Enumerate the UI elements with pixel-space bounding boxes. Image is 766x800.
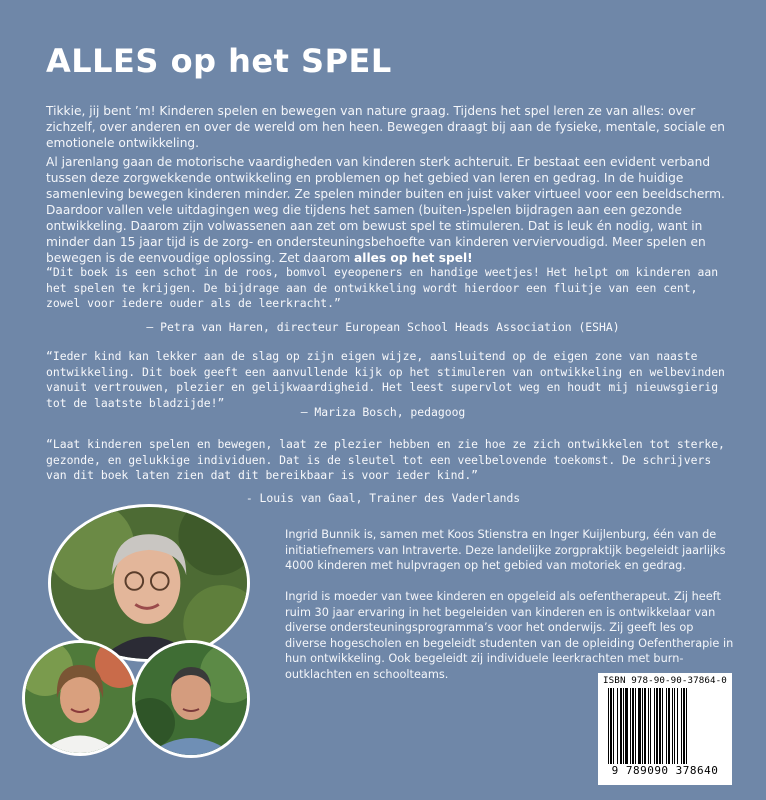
barcode-stripe: [625, 688, 628, 764]
barcode-stripe: [620, 688, 622, 764]
barcode-stripe: [666, 688, 667, 764]
barcode-stripe: [608, 688, 609, 764]
bio-paragraph-2: Ingrid is moeder van twee kinderen en opgeleid als oefentherapeut. Zij heeft ruim 30 jaar ervaring in het begeleiden van kinderen en is ontwikkelaar van diverse ondersteuningsprogramma’s voor het onderwijs. Zij geeft les op diverse hogescholen en begeleidt studenten van de opleiding Oefentherapie in hun ontwikkeling. Ook begeleidt zij individuele leerkrachten met burn-outklachten en schoolteams.: [285, 590, 734, 681]
quote-1-author: – Petra van Haren, directeur European School Heads Association (ESHA): [146, 320, 620, 334]
author-photo-right: [132, 640, 250, 758]
barcode-stripe: [635, 688, 636, 764]
ean-number: 9 789090 378640: [611, 764, 719, 777]
quote-3: “Laat kinderen spelen en bewegen, laat ze plezier hebben en zie hoe ze zich ontwikkelen tot sterke, gezonde, en gelukkige individuen. Dat is de sleutel tot een veelbelovende toekomst. De schrijvers van dit boek laten zien dat dit bereikbaar is voor ieder kind.”: [46, 437, 725, 483]
barcode-stripe: [617, 688, 618, 764]
barcode-stripe: [677, 688, 678, 764]
bio-paragraph-1: Ingrid Bunnik is, samen met Koos Stienstra en Inger Kuijlenburg, één van de initiatiefnemers van Intraverte. Deze landelijke zorgpraktijk begeleidt jaarlijks 4000 kinderen met hulpvragen op het gebied van motoriek en gedrag.: [285, 528, 726, 572]
barcode-stripe: [623, 688, 624, 764]
quote-3-author: - Louis van Gaal, Trainer des Vaderlands: [245, 491, 521, 505]
barcode-stripe: [613, 688, 614, 764]
barcode-stripe: [632, 688, 634, 764]
barcode-stripe: [686, 688, 687, 764]
barcode-icon: [606, 688, 724, 764]
quote-2: “Ieder kind kan lekker aan de slag op zijn eigen wijze, aansluitend op de eigen zone van naaste ontwikkeling. Dit boek geeft een aanvullende kijk op het stimuleren van ontwikkeling en welbevinden vanuit vertrouwen, plezier en gelijkwaardigheid. Het leest supervlot weg en houdt mij nieuwsgierig tot de laatste bladzijde!”: [46, 349, 725, 410]
barcode-stripe: [683, 688, 685, 764]
author-photo-main: [48, 504, 250, 662]
barcode-stripe: [656, 688, 658, 764]
barcode-stripe: [662, 688, 663, 764]
barcode-stripe: [630, 688, 631, 764]
barcode-stripe: [672, 688, 673, 764]
barcode-box: [598, 673, 732, 785]
body-paragraph: [46, 154, 736, 266]
barcode-stripe: [674, 688, 675, 764]
book-title: ALLES op het SPEL: [46, 42, 392, 80]
barcode-stripe: [650, 688, 651, 764]
barcode-stripe: [654, 688, 655, 764]
barcode-stripe: [681, 688, 682, 764]
barcode-stripe: [610, 688, 612, 764]
body-text: Al jarenlang gaan de motorische vaardigheden van kinderen sterk achteruit. Er bestaat een evident verband tussen deze zorgwekkende ontwikkeling en problemen op het gebied van leren en gedrag. In de huidige samenleving bewegen kinderen minder. Ze spelen minder buiten en juist vaker virtueel voor een beeldscherm. Daardoor vallen vele uitdagingen weg die tijdens het samen (buiten-)spelen bijdragen aan een gezonde ontwikkeling. Daarom zijn volwassenen aan zet om bewust spel te stimuleren. Dat is leuk én nodig, want in minder dan 15 jaar tijd is de zorg- en ondersteuningsbehoefte van kinderen verviervoudigd. Meer spelen en bewegen is de eenvoudige oplossing. Zet daarom: [46, 155, 725, 265]
barcode-stripe: [644, 688, 646, 764]
barcode-stripe: [659, 688, 661, 764]
intro-paragraph: Tikkie, jij bent ’m! Kinderen spelen en bewegen van nature graag. Tijdens het spel leren ze van alles: over zichzelf, over anderen en over de wereld om hen heen. Bewegen draagt bij aan de fysieke, mentale, sociale en emotionele ontwikkeling.: [46, 104, 725, 150]
barcode-stripe: [668, 688, 670, 764]
isbn-text: ISBN 978-90-90-37864-0: [603, 675, 727, 686]
barcode-stripe: [648, 688, 649, 764]
quote-1: “Dit boek is een schot in de roos, bomvol eyeopeners en handige weetjes! Het helpt om kinderen aan het spelen te krijgen. De bijdrage aan de ontwikkeling wordt hierdoor een fluitje van een cent, zowel voor iedere ouder als de leerkracht.”: [46, 265, 719, 311]
quote-2-author: – Mariza Bosch, pedagoog: [300, 405, 466, 419]
barcode-stripe: [642, 688, 643, 764]
body-bold-text: alles op het spel!: [354, 251, 473, 265]
barcode-stripe: [638, 688, 641, 764]
author-photo-left: [22, 640, 138, 756]
